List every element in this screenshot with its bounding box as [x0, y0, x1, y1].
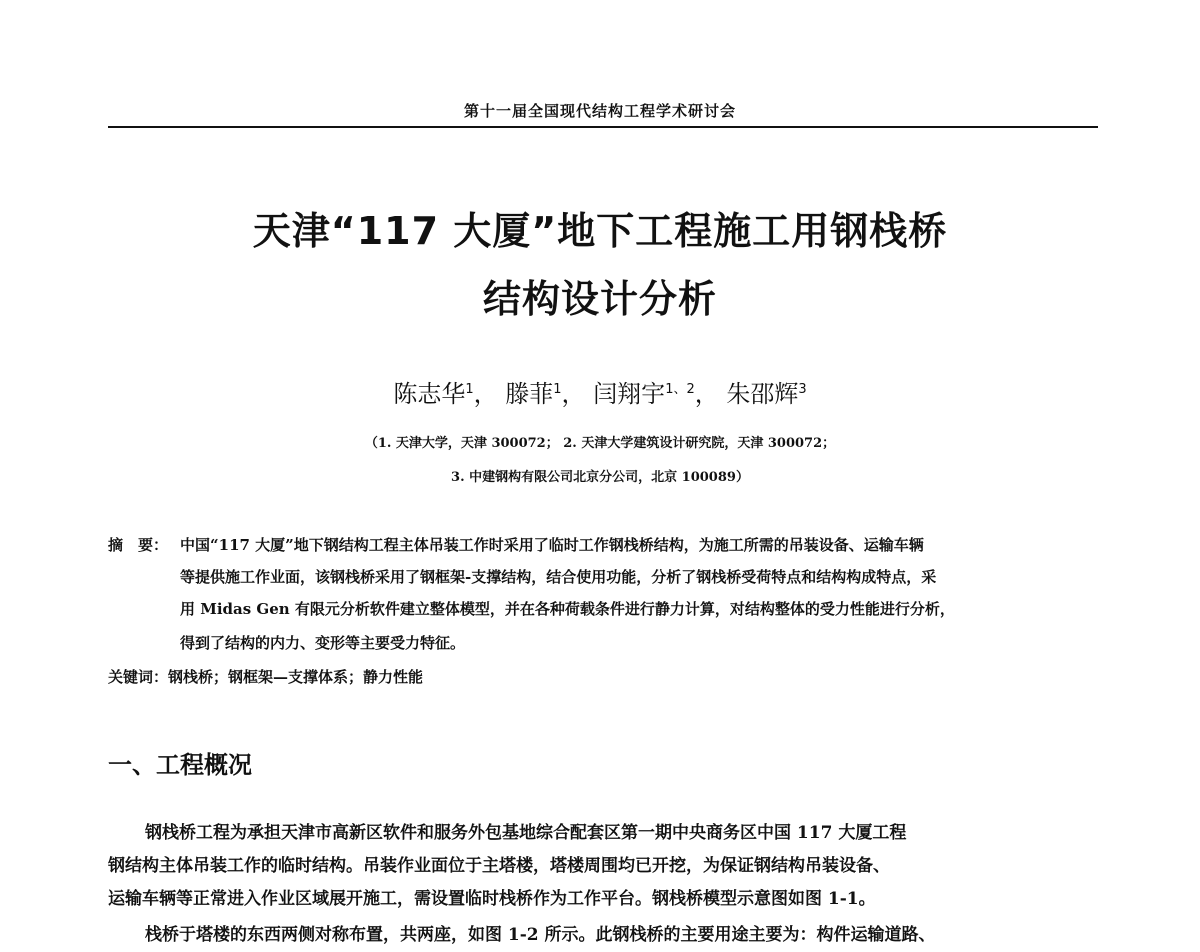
author-affiliation-mark: 3 — [798, 382, 807, 397]
paper-title-line-1: 天津“117 大厦”地下工程施工用钢栈桥 — [252, 209, 948, 253]
keywords-text: 钢栈桥；钢框架—支撑体系；静力性能 — [168, 668, 424, 686]
author-affiliation-mark: 1 — [465, 382, 474, 397]
body-line: 钢结构主体吊装工作的临时结构。吊装作业面位于主塔楼，塔楼周围均已开挖，为保证钢结构吊装设备、 — [108, 856, 890, 876]
author: 陈志华$^1$， — [393, 380, 498, 408]
header-rule — [108, 126, 1098, 128]
affiliation-line-2: 3. 中建钢构有限公司北京分公司，北京 100089） — [451, 470, 749, 485]
author: 朱邵辉$^3$ — [726, 380, 807, 408]
abstract-line: 得到了结构的内力、变形等主要受力特征。 — [180, 634, 466, 652]
body-line: 运输车辆等正常进入作业区域展开施工，需设置临时栈桥作为工作平台。钢栈桥模型示意图如图 1-1。 — [108, 889, 876, 909]
author-affiliation-mark: 1 — [553, 382, 562, 397]
author-affiliation-mark: 1、2 — [665, 382, 695, 397]
conference-header: 第十一届全国现代结构工程学术研讨会 — [463, 102, 736, 120]
author: 滕菲$^1$， — [505, 380, 586, 408]
abstract-line: 等提供施工作业面，该钢栈桥采用了钢框架-支撑结构，结合使用功能，分析了钢栈桥受荷特点和结构构成特点，采 — [180, 568, 937, 586]
abstract-label: 摘 要： — [108, 536, 169, 554]
keywords — [108, 666, 423, 687]
keywords-label: 关键词： — [108, 668, 169, 686]
body-line: 钢栈桥工程为承担天津市高新区软件和服务外包基地综合配套区第一期中央商务区中国 117 大厦工程 — [145, 823, 907, 843]
paper-title-line-2: 结构设计分析 — [482, 277, 717, 321]
author: 闫翔宇$^{1、2}$， — [593, 380, 719, 408]
abstract-line: 中国“117 大厦”地下钢结构工程主体吊装工作时采用了临时工作钢栈桥结构，为施工所需的吊装设备、运输车辆 — [180, 536, 924, 554]
author-list — [0, 374, 1200, 409]
body-line: 栈桥于塔楼的东西两侧对称布置，共两座，如图 1-2 所示。此钢栈桥的主要用途主要为：构件运输道路、 — [145, 925, 936, 945]
section-heading: 一、工程概况 — [108, 751, 252, 779]
affiliation-line-1: （1. 天津大学，天津 300072； 2. 天津大学建筑设计研究院，天津 300072； — [364, 436, 836, 451]
abstract-line: 用 Midas Gen 有限元分析软件建立整体模型，并在各种荷载条件进行静力计算，对结构整体的受力性能进行分析， — [180, 600, 955, 618]
